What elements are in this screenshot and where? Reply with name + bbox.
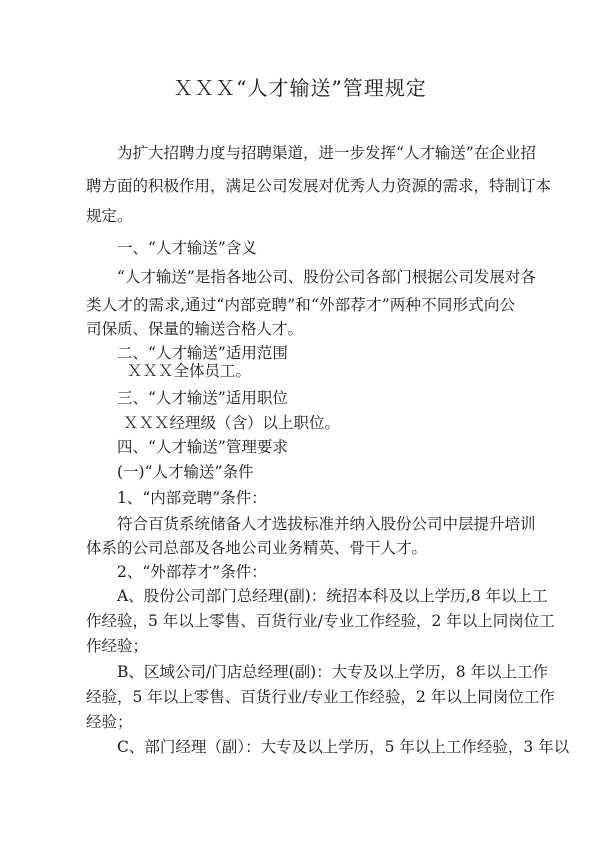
section-heading: 一、“人才输送”含义: [117, 239, 257, 257]
paragraph-line: 聘方面的积极作用，满足公司发展对优秀人力资源的需求，特制订本: [86, 177, 552, 195]
section-heading: 二、“人才输送”适用范围: [117, 344, 288, 362]
paragraph-line: 为扩大招聘力度与招聘渠道，进一步发挥“人才输送”在企业招: [117, 144, 536, 162]
subsection-heading: 2、“外部荐才”条件：: [117, 563, 267, 581]
paragraph-line: 司保质、保量的输送合格人才。: [86, 320, 304, 338]
paragraph-line: 经验，5 年以上零售、百货行业/专业工作经验，2 年以上同岗位工作: [86, 688, 555, 706]
section-heading: 四、“人才输送”管理要求: [117, 438, 288, 456]
paragraph-line: 经验；: [86, 713, 133, 731]
paragraph-line: B、区域公司/门店总经理(副)：大专及以上学历，8 年以上工作: [117, 663, 548, 681]
subsection-heading: (一)“人才输送”条件: [117, 463, 254, 481]
document-title: ＸＸＸ“人才输送”管理规定: [173, 76, 427, 100]
paragraph-line: ＸＸＸ全体员工。: [127, 362, 252, 380]
paragraph-line: A、股份公司部门总经理(副)：统招本科及以上学历,8 年以上工: [117, 587, 548, 605]
paragraph-line: 体系的公司总部及各地公司业务精英、骨干人才。: [86, 539, 428, 557]
section-heading: 三、“人才输送”适用职位: [117, 389, 288, 407]
paragraph-line: 作经验，5 年以上零售、百货行业/专业工作经验，2 年以上同岗位工: [86, 612, 555, 630]
paragraph-line: 类人才的需求,通过“内部竞聘”和“外部荐才”两种不同形式向公: [86, 296, 515, 314]
paragraph-line: 符合百货系统储备人才选拔标准并纳入股份公司中层提升培训: [117, 515, 536, 533]
subsection-heading: 1、“内部竞聘”条件：: [117, 489, 267, 507]
paragraph-line: “人才输送”是指各地公司、股份公司各部门根据公司发展对各: [117, 268, 536, 286]
paragraph-line: ＸＸＸ经理级（含）以上职位。: [123, 414, 341, 432]
paragraph-line: C、部门经理（副）：大专及以上学历，5 年以上工作经验，3 年以: [117, 738, 570, 756]
paragraph-line: 规定。: [86, 207, 133, 225]
paragraph-line: 作经验；: [86, 637, 149, 655]
